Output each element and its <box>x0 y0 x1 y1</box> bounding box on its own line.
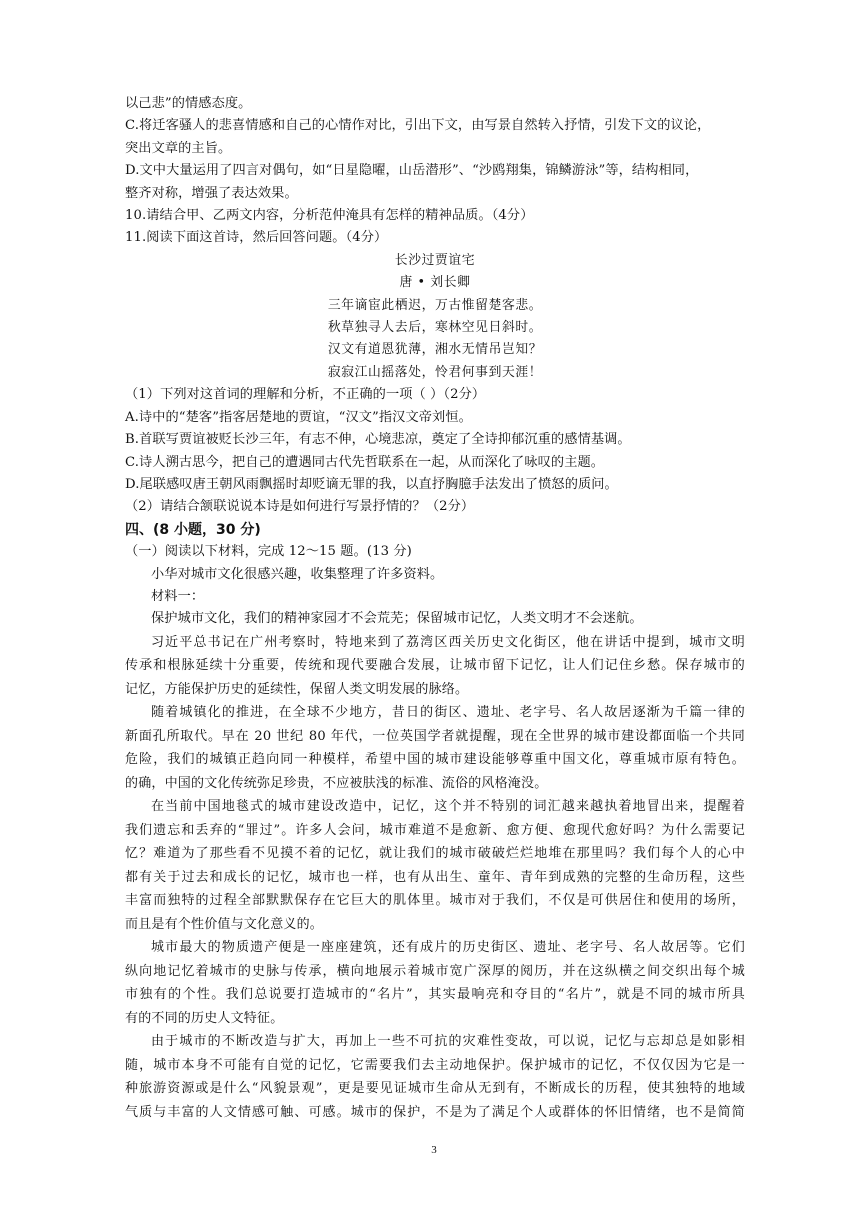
text-line: 整齐对称，增强了表达效果。 <box>125 185 298 201</box>
question-11-2: （2）请结合颔联说说本诗是如何进行写景抒情的？（2分） <box>125 499 475 515</box>
text-line: 在当前中国地毯式的城市建设改造中，记忆，这个并不特别的词汇越来越执着地冒出来，提醒着 <box>151 799 745 815</box>
lead-line: 保护城市文化，我们的精神家园才不会荒芜；保留城市记忆，人类文明才不会迷航。 <box>151 611 643 627</box>
page-content <box>125 93 745 1124</box>
text-line: 传承和根脉延续十分重要，传统和现代要融合发展，让城市留下记忆，让人们记住乡愁。保存城市的 <box>125 658 745 674</box>
subsection-heading: （一）阅读以下材料，完成 12～15 题。(13 分) <box>125 544 412 560</box>
intro-line: 小华对城市文化很感兴趣，收集整理了许多资料。 <box>151 566 444 582</box>
text-line: 市独有的个性。我们总说要打造城市的“名片”，其实最响亮和夺目的“名片”，就是不同的城市所具 <box>125 987 745 1003</box>
text-line: 都有关于过去和成长的记忆，城市也一样，也有从出生、童年、青年到成熟的完整的生命历程，这些 <box>125 869 745 885</box>
text-line: 以己悲”的情感态度。 <box>125 96 252 111</box>
text-line: 丰富而独特的过程全部默默保存在它巨大的肌体里。城市对于我们，不仅是可供居住和使用的场所， <box>125 893 745 909</box>
text-line: 气质与丰富的人文情感可触、可感。城市的保护，不是为了满足个人或群体的怀旧情绪，也不是简简 <box>125 1104 745 1120</box>
text-line: 随着城镇化的推进，在全球不少地方，昔日的街区、遗址、老字号、名人故居逐渐为千篇一律的 <box>151 705 745 721</box>
paragraph <box>125 701 745 795</box>
poem-line: 寂寂江山摇落处，怜君何事到天涯！ <box>327 364 543 380</box>
option-d: D.文中大量运用了四言对偶句，如“日星隐曜，山岳潜形”、“沙鸥翔集，锦鳞游泳”等，结构相同， <box>125 163 699 179</box>
text-line: 记忆，方能保护历史的延续性，保留人类文明发展的脉络。 <box>125 681 469 697</box>
material-label: 材料一： <box>151 588 205 604</box>
section-heading: 四、(8 小题，30 分) <box>125 521 261 538</box>
text-line: 而且是有个性价值与文化意义的。 <box>125 916 324 932</box>
text-line: 忆？难道为了那些看不见摸不着的记忆，就让我们的城市破破烂烂地堆在那里吗？我们每个人的心中 <box>125 846 745 862</box>
paragraph <box>125 795 745 936</box>
option-a: A.诗中的“楚客”指客居楚地的贾谊，“汉文”指汉文帝刘恒。 <box>125 409 472 425</box>
text-line: 有的不同的历史人文特征。 <box>125 1010 284 1026</box>
page-number: 3 <box>431 1144 437 1156</box>
text-line: 突出文章的主旨。 <box>125 140 232 156</box>
option-c: C.将迁客骚人的悲喜情感和自己的心情作对比，引出下文，由写景自然转入抒情，引发下文的议论， <box>125 118 711 134</box>
poem-author: 唐 • 刘长卿 <box>399 275 471 291</box>
question-10: 10.请结合甲、乙两文内容，分析范仲淹具有怎样的精神品质。（4分） <box>125 208 534 224</box>
option-d: D.尾联感叹唐王朝风雨飘摇时却贬谪无罪的我，以直抒胸臆手法发出了愤怒的质问。 <box>125 476 618 492</box>
text-line: 纵向地记忆着城市的史脉与传承，横向地展示着城市宽广深厚的阅历，并在这纵横之间交织出每个城 <box>125 963 745 979</box>
text-line: 我们遗忘和丢弃的“罪过”。许多人会问，城市难道不是愈新、愈方便、愈现代愈好吗？为什么需要记 <box>125 822 745 838</box>
text-line: 新面孔所取代。早在 20 世纪 80 年代，一位英国学者就提醒，现在全世界的城市建设都面临一个共同 <box>125 728 745 744</box>
option-c: C.诗人溯古思今，把自己的遭遇同古代先哲联系在一起，从而深化了咏叹的主题。 <box>125 454 605 470</box>
text-line: 习近平总书记在广州考察时，特地来到了荔湾区西关历史文化街区，他在讲话中提到，城市文明 <box>151 634 745 650</box>
option-b: B.首联写贾谊被贬长沙三年，有志不伸，心境悲凉，奠定了全诗抑郁沉重的感情基调。 <box>125 432 631 448</box>
poem-line: 汉文有道恩犹薄，湘水无情吊岂知？ <box>327 342 543 358</box>
poem-line: 秋草独寻人去后，寒林空见日斜时。 <box>327 320 543 336</box>
paragraph <box>125 1030 745 1124</box>
poem-title: 长沙过贾谊宅 <box>394 252 476 268</box>
question-11: 11.阅读下面这首诗，然后回答问题。（4分） <box>125 230 388 246</box>
text-line: 危险，我们的城镇正趋向同一种模样，希望中国的城市建设能够尊重中国文化，尊重城市原有特色。 <box>125 752 745 768</box>
text-line: 由于城市的不断改造与扩大，再加上一些不可抗的灾难性变故，可以说，记忆与忘却总是如影相 <box>151 1034 745 1050</box>
question-11-1: （1）下列对这首词的理解和分析，不正确的一项（ ）（2分） <box>125 387 486 403</box>
text-line: 的确，中国的文化传统弥足珍贵，不应被肤浅的标准、流俗的风格淹没。 <box>125 775 548 791</box>
paragraph <box>125 631 745 702</box>
text-line: 随，城市本身不可能有自觉的记忆，它需要我们去主动地保护。保护城市的记忆，不仅仅因为它是一 <box>125 1057 745 1073</box>
paragraph <box>125 936 745 1030</box>
poem-line: 三年谪宦此栖迟，万古惟留楚客悲。 <box>327 297 543 313</box>
text-line: 城市最大的物质遗产便是一座座建筑，还有成片的历史街区、遗址、老字号、名人故居等。它们 <box>151 940 745 956</box>
poem <box>125 250 745 384</box>
text-line: 种旅游资源或是什么“风貌景观”，更是要见证城市生命从无到有，不断成长的历程，使其独特的地域 <box>125 1081 745 1097</box>
